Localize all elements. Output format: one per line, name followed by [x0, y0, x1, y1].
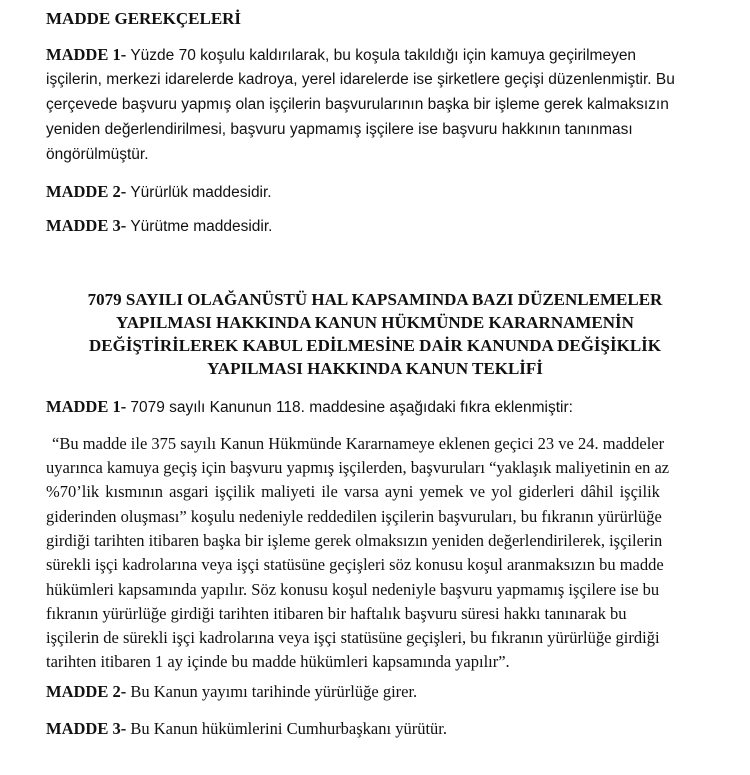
- madde1-label: MADDE 1-: [46, 45, 127, 64]
- teklif-madde1-label: MADDE 1-: [46, 397, 127, 416]
- madde2-gerekce: [46, 182, 272, 203]
- teklif-madde2-label: MADDE 2-: [46, 682, 127, 701]
- quote-line-5: girdiği tarihten itibaren başka bir işleme gerek olmaksızın yeniden değerlendirilerek, işçilerin: [46, 531, 663, 550]
- quote-line-2: uyarınca kamuya geçiş için başvuru yapmış işçilerden, başvuruları “yaklaşık maliyetinin en az: [46, 458, 670, 477]
- kanun-teklifi-title-line-4: YAPILMASI HAKKINDA KANUN TEKLİFİ: [207, 359, 543, 378]
- madde2-label: MADDE 2-: [46, 182, 127, 201]
- kanun-teklifi-title-line-3: DEĞİŞTİRİLEREK KABUL EDİLMESİNE DAİR KANUNDA DEĞİŞİKLİK: [89, 336, 661, 355]
- teklif-madde1: [46, 397, 573, 418]
- madde1-gerekce-line-2: işçilerin, merkezi idarelerde kadroya, yerel idarelerde ise şirketlere geçişi düzenlenmiştir. Bu: [46, 71, 675, 88]
- quote-line-9: işçilerin de sürekli işçi kadrolarına veya işçi statüsüne geçişleri, bu fıkranın yürürlüğe girdiği: [46, 628, 660, 647]
- quote-line-7: hükümleri kapsamında yapılır. Söz konusu koşul nedeniyle başvuru yapmamış işçilere ise bu: [46, 580, 660, 599]
- kanun-teklifi-title-line-1: 7079 SAYILI OLAĞANÜSTÜ HAL KAPSAMINDA BAZI DÜZENLEMELER: [87, 290, 663, 309]
- teklif-madde3-text: Bu Kanun hükümlerini Cumhurbaşkanı yürütür.: [130, 719, 448, 738]
- kanun-teklifi-title-line-2: YAPILMASI HAKKINDA KANUN HÜKMÜNDE KARARNAMENİN: [116, 313, 634, 332]
- teklif-madde2-text: Bu Kanun yayımı tarihinde yürürlüğe girer.: [130, 682, 418, 701]
- madde3-gerekce: [46, 216, 272, 237]
- quote-line-6: sürekli işçi kadrolarına veya işçi statüsüne geçişleri söz konusu koşul aranmaksızın bu madde: [46, 555, 664, 574]
- madde1-gerekce-line-3: çerçevede başvuru yapmış olan işçilerin başvurularının başka bir işleme gerek kalmaksızın: [46, 96, 669, 113]
- section-heading-gerekceler: MADDE GEREKÇELERİ: [46, 9, 242, 28]
- teklif-madde1-text: 7079 sayılı Kanunun 118. maddesine aşağıdaki fıkra eklenmiştir:: [130, 399, 573, 416]
- quote-line-1: “Bu madde ile 375 sayılı Kanun Hükmünde Kararnameye eklenen geçici 23 ve 24. maddeler: [52, 434, 665, 453]
- quote-line-4: giderinden oluşması” koşulu nedeniyle reddedilen işçilerin başvuruları, bu fıkranın yürürlüğe: [46, 507, 662, 526]
- teklif-madde3: [46, 719, 447, 739]
- madde2-text: Yürürlük maddesidir.: [130, 184, 272, 201]
- madde1-text-line: Yüzde 70 koşulu kaldırılarak, bu koşula takıldığı için kamuya geçirilmeyen: [130, 47, 637, 64]
- madde3-label: MADDE 3-: [46, 216, 127, 235]
- madde1-gerekce-line-1: [46, 45, 636, 66]
- madde3-text: Yürütme maddesidir.: [130, 218, 273, 235]
- madde1-gerekce-line-4: yeniden değerlendirilmesi, başvuru yapmamış işçilere ise başvuru hakkının tanınması: [46, 121, 633, 138]
- teklif-madde3-label: MADDE 3-: [46, 719, 127, 738]
- quote-line-3: %70’lik kısmının asgari işçilik maliyeti ile varsa ayni yemek ve yol giderleri dâhil işçilik: [46, 482, 660, 501]
- madde1-gerekce-line-5: öngörülmüştür.: [46, 146, 149, 163]
- quote-line-8: fıkranın yürürlüğe girdiği tarihten itibaren bir haftalık başvuru süresi hakkı tanınarak bu: [46, 604, 627, 623]
- teklif-madde2: [46, 682, 417, 702]
- quote-line-10: tarihten itibaren 1 ay içinde bu madde hükümleri kapsamında yapılır”.: [46, 652, 510, 671]
